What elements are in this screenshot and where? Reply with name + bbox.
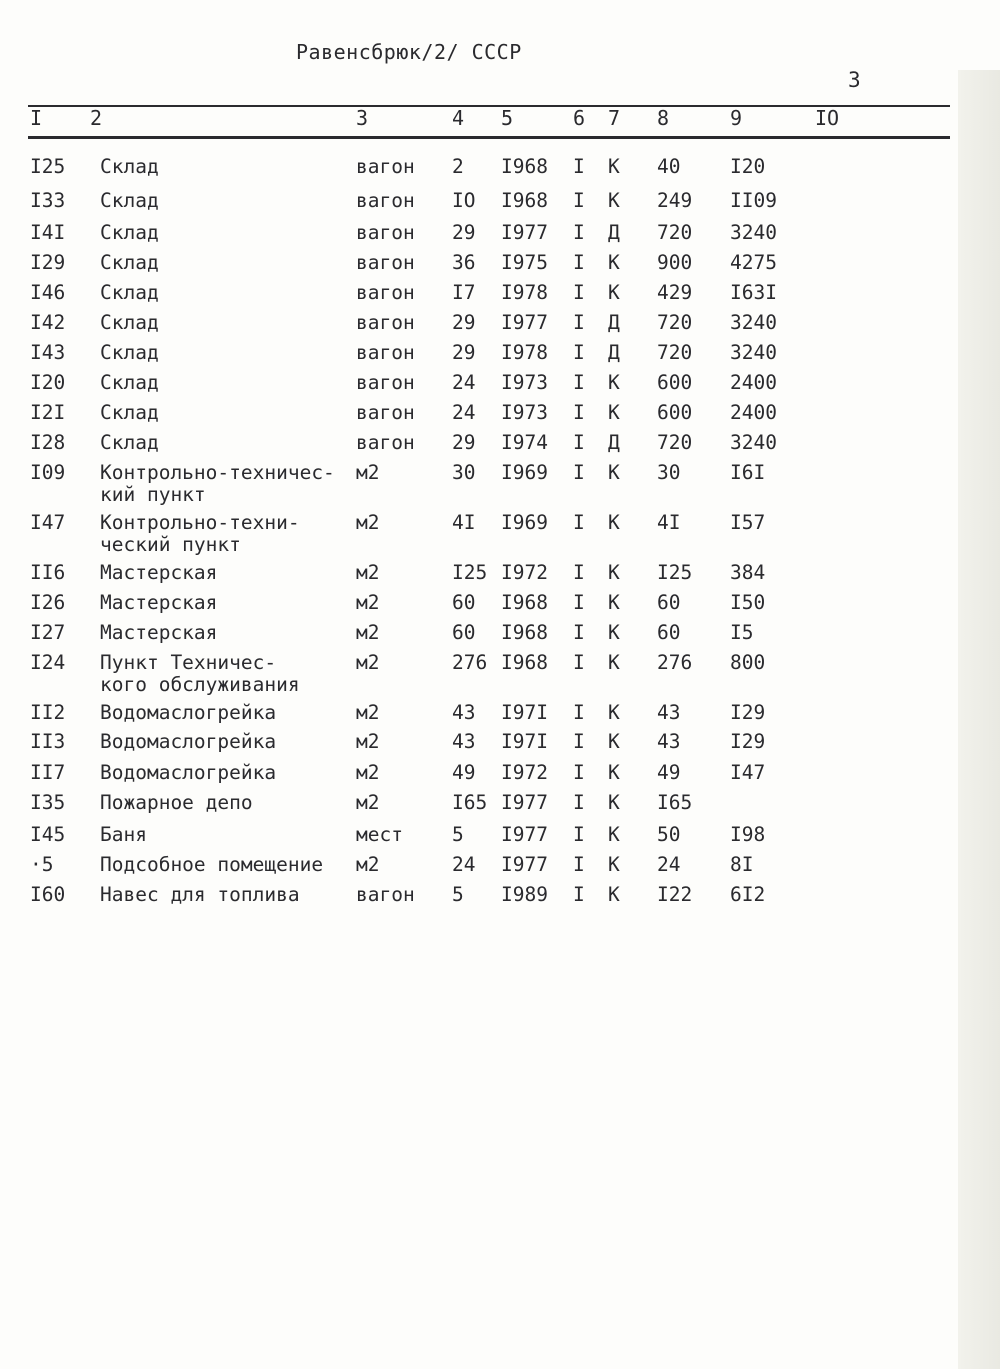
table-cell: вагон	[356, 883, 415, 906]
table-cell: К	[608, 461, 620, 484]
table-cell: I46	[30, 281, 66, 304]
table-cell: I	[573, 251, 585, 274]
table-cell: К	[608, 883, 620, 906]
table-cell: м2	[356, 651, 380, 674]
table-cell: вагон	[356, 189, 415, 212]
table-cell: Контрольно-техни- ческий пункт	[100, 511, 300, 556]
table-cell: I968	[501, 189, 548, 212]
table-cell: I	[573, 189, 585, 212]
table-cell: 43	[452, 701, 476, 724]
table-cell: мест	[356, 823, 403, 846]
table-cell: К	[608, 251, 620, 274]
table-cell: I27	[30, 621, 66, 644]
table-cell: 600	[657, 371, 693, 394]
table-cell: I	[573, 431, 585, 454]
table-cell: 8I	[730, 853, 754, 876]
table-cell: Контрольно-техничес- кий пункт	[100, 461, 335, 506]
table-cell: Склад	[100, 341, 159, 364]
table-cell: 43	[657, 730, 681, 753]
table-cell: вагон	[356, 341, 415, 364]
table-cell: I25	[452, 561, 488, 584]
table-cell: 2	[452, 155, 464, 178]
table-cell: I977	[501, 823, 548, 846]
table-cell: I	[573, 591, 585, 614]
table-cell: 5	[452, 883, 464, 906]
table-cell: I65	[657, 791, 693, 814]
table-cell: I42	[30, 311, 66, 334]
table-cell: I978	[501, 281, 548, 304]
table-cell: вагон	[356, 401, 415, 424]
table-cell: I973	[501, 401, 548, 424]
table-cell: 40	[657, 155, 681, 178]
table-cell: I	[573, 761, 585, 784]
table-cell: I2I	[30, 401, 66, 424]
table-cell: I974	[501, 431, 548, 454]
table-cell: I972	[501, 761, 548, 784]
table-cell: Склад	[100, 311, 159, 334]
table-cell: 60	[452, 591, 476, 614]
table-cell: Склад	[100, 281, 159, 304]
table-cell: К	[608, 791, 620, 814]
table-cell: I97I	[501, 701, 548, 724]
table-cell: 384	[730, 561, 766, 584]
table-cell: I4I	[30, 221, 66, 244]
table-cell: вагон	[356, 281, 415, 304]
table-cell: Навес для топлива	[100, 883, 300, 906]
table-cell: Д	[608, 221, 620, 244]
table-cell: м2	[356, 511, 380, 534]
table-cell: 800	[730, 651, 766, 674]
table-header	[0, 106, 950, 134]
table-cell: II7	[30, 761, 66, 784]
column-header: IO	[815, 106, 840, 130]
table-cell: 29	[452, 221, 476, 244]
table-cell: 3240	[730, 221, 777, 244]
table-cell: м2	[356, 853, 380, 876]
column-header: 8	[657, 106, 670, 130]
table-cell: II2	[30, 701, 66, 724]
table-cell: К	[608, 401, 620, 424]
table-cell: I45	[30, 823, 66, 846]
table-cell: 3240	[730, 431, 777, 454]
column-header: 7	[608, 106, 621, 130]
column-header: 9	[730, 106, 743, 130]
table-cell: I	[573, 621, 585, 644]
table-cell: I969	[501, 511, 548, 534]
table-cell: I63I	[730, 281, 777, 304]
table-cell: 2400	[730, 401, 777, 424]
paper-edge	[958, 70, 1000, 1369]
table-cell: I	[573, 221, 585, 244]
table-cell: I977	[501, 221, 548, 244]
table-cell: I	[573, 401, 585, 424]
table-cell: 49	[452, 761, 476, 784]
table-cell: 4I	[657, 511, 681, 534]
table-cell: 900	[657, 251, 693, 274]
table-cell: I	[573, 461, 585, 484]
table-cell: Водомаслогрейка	[100, 761, 277, 784]
table-cell: II09	[730, 189, 777, 212]
table-cell: I	[573, 511, 585, 534]
table-cell: I	[573, 155, 585, 178]
table-cell: I	[573, 341, 585, 364]
table-cell: I50	[730, 591, 766, 614]
table-cell: Склад	[100, 155, 159, 178]
table-cell: 6I2	[730, 883, 766, 906]
table-cell: I	[573, 853, 585, 876]
table-cell: I43	[30, 341, 66, 364]
table-cell: I	[573, 311, 585, 334]
table-cell: I60	[30, 883, 66, 906]
table-cell: I65	[452, 791, 488, 814]
table-cell: м2	[356, 591, 380, 614]
table-cell: 720	[657, 431, 693, 454]
table-cell: I29	[730, 701, 766, 724]
table-cell: Пожарное депо	[100, 791, 253, 814]
table-cell: I47	[30, 511, 66, 534]
table-cell: 60	[657, 591, 681, 614]
table-cell: 720	[657, 221, 693, 244]
table-cell: Склад	[100, 431, 159, 454]
table-cell: Водомаслогрейка	[100, 701, 277, 724]
table-cell: I	[573, 651, 585, 674]
table-cell: К	[608, 761, 620, 784]
table-cell: Мастерская	[100, 621, 218, 644]
table-cell: К	[608, 561, 620, 584]
table-cell: Склад	[100, 251, 159, 274]
column-header: 6	[573, 106, 586, 130]
table-cell: 249	[657, 189, 693, 212]
table-cell: Подсобное помещение	[100, 853, 324, 876]
table-cell: I25	[657, 561, 693, 584]
column-header: 2	[90, 106, 103, 130]
table-cell: 429	[657, 281, 693, 304]
table-cell: I47	[730, 761, 766, 784]
table-cell: I975	[501, 251, 548, 274]
table-cell: вагон	[356, 371, 415, 394]
table-cell: II3	[30, 730, 66, 753]
table-cell: I6I	[730, 461, 766, 484]
table-cell: К	[608, 591, 620, 614]
table-cell: 36	[452, 251, 476, 274]
table-cell: Склад	[100, 371, 159, 394]
table-cell: м2	[356, 761, 380, 784]
table-cell: 60	[657, 621, 681, 644]
table-cell: 24	[657, 853, 681, 876]
table-cell: I20	[730, 155, 766, 178]
table-cell: К	[608, 189, 620, 212]
column-header: I	[30, 106, 43, 130]
table-cell: I20	[30, 371, 66, 394]
table-cell: I978	[501, 341, 548, 364]
table-cell: 43	[452, 730, 476, 753]
table-cell: I972	[501, 561, 548, 584]
table-cell: I973	[501, 371, 548, 394]
table-cell: I968	[501, 651, 548, 674]
column-header: 4	[452, 106, 465, 130]
table-cell: I	[573, 883, 585, 906]
table-cell: I	[573, 281, 585, 304]
table-cell: 4275	[730, 251, 777, 274]
table-cell: I	[573, 371, 585, 394]
table-cell: IO	[452, 189, 476, 212]
table-cell: ·5	[30, 853, 54, 876]
table-cell: I977	[501, 853, 548, 876]
table-cell: Пункт Техничес- кого обслуживания	[100, 651, 300, 696]
table-cell: 3240	[730, 341, 777, 364]
table-cell: I968	[501, 621, 548, 644]
table-cell: I	[573, 823, 585, 846]
table-cell: I	[573, 701, 585, 724]
table-cell: I29	[30, 251, 66, 274]
table-cell: Д	[608, 311, 620, 334]
table-cell: I98	[730, 823, 766, 846]
table-cell: I26	[30, 591, 66, 614]
table-cell: 60	[452, 621, 476, 644]
table-cell: I25	[30, 155, 66, 178]
table-cell: Склад	[100, 221, 159, 244]
table-cell: I977	[501, 311, 548, 334]
table-cell: Склад	[100, 189, 159, 212]
table-cell: 3240	[730, 311, 777, 334]
table-cell: I989	[501, 883, 548, 906]
table-cell: К	[608, 371, 620, 394]
table-cell: вагон	[356, 221, 415, 244]
document-title: Равенсбрюк/2/ СССР	[296, 40, 522, 64]
table-cell: Д	[608, 341, 620, 364]
table-cell: I24	[30, 651, 66, 674]
table-cell: I29	[730, 730, 766, 753]
table-cell: К	[608, 621, 620, 644]
table-cell: м2	[356, 561, 380, 584]
table-cell: м2	[356, 621, 380, 644]
table-cell: 29	[452, 431, 476, 454]
table-cell: вагон	[356, 431, 415, 454]
table-cell: Мастерская	[100, 561, 218, 584]
table-cell: I22	[657, 883, 693, 906]
page-number: 3	[848, 68, 861, 92]
table-cell: м2	[356, 701, 380, 724]
table-cell: I	[573, 791, 585, 814]
table-cell: К	[608, 701, 620, 724]
table-cell: м2	[356, 461, 380, 484]
table-cell: I969	[501, 461, 548, 484]
table-cell: Д	[608, 431, 620, 454]
table-cell: 2400	[730, 371, 777, 394]
table-cell: 720	[657, 311, 693, 334]
table-cell: К	[608, 511, 620, 534]
table-cell: 49	[657, 761, 681, 784]
table-cell: К	[608, 281, 620, 304]
table-cell: Мастерская	[100, 591, 218, 614]
table-cell: I28	[30, 431, 66, 454]
table-cell: 5	[452, 823, 464, 846]
table-cell: 276	[452, 651, 488, 674]
table-cell: вагон	[356, 251, 415, 274]
table-cell: 43	[657, 701, 681, 724]
table-cell: I968	[501, 591, 548, 614]
column-header: 3	[356, 106, 369, 130]
table-cell: 24	[452, 401, 476, 424]
table-cell: Водомаслогрейка	[100, 730, 277, 753]
table-cell: 30	[452, 461, 476, 484]
table-cell: Баня	[100, 823, 147, 846]
table-cell: 4I	[452, 511, 476, 534]
table-cell: вагон	[356, 311, 415, 334]
table-cell: 29	[452, 341, 476, 364]
table-cell: К	[608, 730, 620, 753]
table-cell: 600	[657, 401, 693, 424]
table-cell: I977	[501, 791, 548, 814]
table-cell: I33	[30, 189, 66, 212]
table-cell: Склад	[100, 401, 159, 424]
header-rule-bottom	[28, 136, 950, 139]
table-cell: 276	[657, 651, 693, 674]
column-header: 5	[501, 106, 514, 130]
table-cell: 50	[657, 823, 681, 846]
table-cell: I09	[30, 461, 66, 484]
table-cell: 29	[452, 311, 476, 334]
table-cell: I5	[730, 621, 754, 644]
table-cell: К	[608, 651, 620, 674]
table-cell: К	[608, 853, 620, 876]
table-cell: К	[608, 155, 620, 178]
table-cell: 720	[657, 341, 693, 364]
table-cell: I7	[452, 281, 476, 304]
table-cell: II6	[30, 561, 66, 584]
table-cell: 24	[452, 371, 476, 394]
table-cell: 30	[657, 461, 681, 484]
table-cell: вагон	[356, 155, 415, 178]
table-cell: I	[573, 730, 585, 753]
table-cell: I968	[501, 155, 548, 178]
table-cell: I97I	[501, 730, 548, 753]
table-cell: 24	[452, 853, 476, 876]
table-cell: I57	[730, 511, 766, 534]
table-cell: I	[573, 561, 585, 584]
table-cell: м2	[356, 791, 380, 814]
table-cell: м2	[356, 730, 380, 753]
table-cell: К	[608, 823, 620, 846]
table-cell: I35	[30, 791, 66, 814]
